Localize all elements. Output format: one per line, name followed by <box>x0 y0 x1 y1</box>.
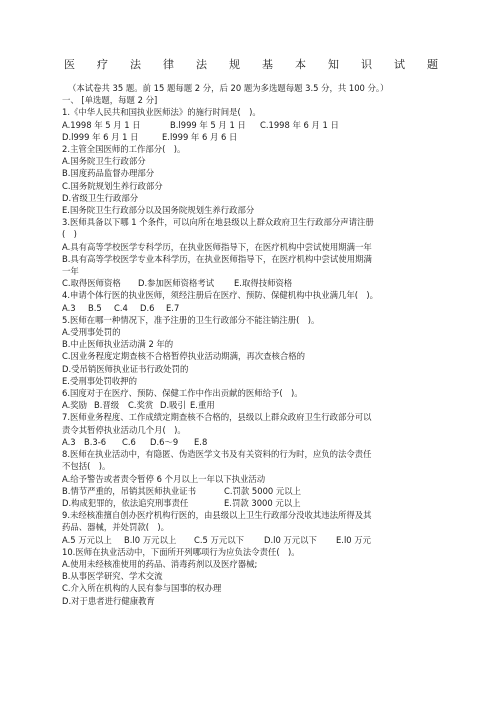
question-4-stem: 4.申请个体行医的执业医师，须经注册后在医疗、预防、保健机构中执业满几年( )。 <box>62 290 379 301</box>
question-9-options-row <box>62 534 446 546</box>
option-d: D.吸引 <box>160 400 186 411</box>
option-b: B.晋级 <box>94 400 120 411</box>
option-a: A.1998 年 5 月 1 日 <box>62 119 141 130</box>
option-d: D.对于患者进行健康教育 <box>62 595 155 606</box>
title-char: 本 <box>295 58 306 71</box>
option-c: C.罚款 5000 元以上 <box>224 485 302 496</box>
question-5-stem: 5.医师在哪一种情况下，准予注册的卫生行政部分不能注销注册( )。 <box>62 314 320 325</box>
title-char: 疗 <box>97 58 108 71</box>
option-e: E.l0 万元 <box>336 534 372 545</box>
option-d: D.参加医师资格考试 <box>138 278 215 289</box>
question-1-stem: 1.《中华人民共和国执业医师法》的施行时间是( )。 <box>62 107 261 118</box>
option-a: A.奖励 <box>62 400 87 411</box>
option-e: E.取得技师资格 <box>234 278 293 289</box>
option-e: E.l999 年 6 月 6 日 <box>162 131 238 142</box>
exam-instructions: （本试卷共 35 题。前 15 题每题 2 分，后 20 题为多选题每题 3.5 分，共 100 分。） <box>68 83 389 93</box>
option-a: A.3 <box>62 302 76 313</box>
option-c: C.奖赏 <box>128 400 154 411</box>
option-c: C.介入所在机构的人民有参与国事的权办理 <box>62 583 222 594</box>
section-heading: 一、 [单选题，每题 2 分] <box>62 95 158 106</box>
option-b-cont: 一年 <box>62 266 79 277</box>
option-c: C.国务院规划生养行政部分 <box>62 180 163 191</box>
question-10-stem: 10.医师在执业活动中，下面所开列哪项行为应负法令责任( )。 <box>62 546 300 557</box>
option-b: B.情节严重的，吊销其医师执业证书 <box>62 485 197 496</box>
question-9-stem-cont: 药品、器械，并处罚款( )。 <box>62 522 170 533</box>
option-e: E.重用 <box>190 400 215 411</box>
document-body <box>62 82 446 607</box>
title-char: 律 <box>163 58 174 71</box>
question-3-stem-cont: ( ) <box>62 229 77 240</box>
option-e: E.受刑事处罚收押的 <box>62 375 137 386</box>
option-d: D.6 <box>140 302 155 313</box>
title-char: 规 <box>229 58 240 71</box>
option-a: A.国务院卫生行政部分 <box>62 156 146 167</box>
option-a: A.具有高等学校医学专科学历，在执业医师指导下，在医疗机构中尝试使用期满一年 <box>62 241 372 252</box>
option-d: D.受吊销医师执业证书行政处罚的 <box>62 363 189 374</box>
option-d: D.l999 年 6 月 1 日 <box>62 131 139 142</box>
option-d: D.l0 万元以下 <box>264 534 317 545</box>
option-d: D.6～9 <box>150 436 179 447</box>
question-8-options-row <box>62 485 446 497</box>
option-e: E.罚款 3000 元以上 <box>224 497 301 508</box>
option-d: D.构成犯罪的，依法追究刑事责任 <box>62 497 189 508</box>
question-1-options-row <box>62 131 446 143</box>
title-char: 题 <box>427 58 438 71</box>
question-4-options-row <box>62 302 446 314</box>
option-c: C.1998 年 6 月 1 日 <box>260 119 339 130</box>
option-a: A.3 <box>62 436 76 447</box>
document-title <box>64 56 438 72</box>
option-c: C.5 万元以下 <box>194 534 245 545</box>
title-char: 医 <box>64 58 75 71</box>
option-b: B.国度药品监督办理部分 <box>62 168 155 179</box>
question-7-stem: 7.医师业务程度、工作成绩定期查核不合格的，县级以上群众政府卫生行政部分可以 <box>62 412 372 423</box>
question-3-options-row <box>62 277 446 289</box>
option-a: A.使用未经核准使用的药品、消毒药剂以及医疗器械; <box>62 558 258 569</box>
title-char: 法 <box>130 58 141 71</box>
question-1-options-row <box>62 119 446 131</box>
option-c: C.因业务程度定期查核不合格暂停执业活动期满，再次查核合格的 <box>62 351 306 362</box>
option-c: C.4 <box>114 302 128 313</box>
option-b: B.从事医学研究、学术交流 <box>62 571 163 582</box>
question-8-stem: 8.医师在执业活动中，有隐匿、伪造医学文书及有关资料的行为时，应负的法令责任 <box>62 449 372 460</box>
option-b: B.具有高等学校医学专业本科学历，在执业医师指导下，在医疗机构中尝试使用期满 <box>62 253 372 264</box>
title-char: 法 <box>196 58 207 71</box>
option-b: B.3-6 <box>84 436 107 447</box>
question-3-stem: 3.医师具备以下哪 1 个条件，可以向所在地县级以上群众政府卫生行政部分声请注册 <box>62 217 374 228</box>
option-e: E.8 <box>194 436 208 447</box>
option-b: B.l999 年 5 月 1 日 <box>170 119 246 130</box>
option-b: B.中止医师执业活动满 2 年的 <box>62 339 174 350</box>
option-b: B.l0 万元以上 <box>124 534 177 545</box>
question-6-stem: 6.国度对于在医疗、预防、保健工作中作出贡献的医师给予( )。 <box>62 388 303 399</box>
question-6-options-row <box>62 399 446 411</box>
question-7-options-row <box>62 436 446 448</box>
option-a: A.给予警告或者责令暂停 6 个月以上一年以下执业活动 <box>62 473 266 484</box>
option-e: E.7 <box>166 302 180 313</box>
option-d: D.省级卫生行政部分 <box>62 192 139 203</box>
question-2-stem: 2.主管全国医师的工作部分( )。 <box>62 144 186 155</box>
title-char: 知 <box>328 58 339 71</box>
question-7-stem-cont: 责令其暂停执业活动几个月( )。 <box>62 424 186 435</box>
question-8-options-row <box>62 497 446 509</box>
option-a: A.5 万元以上 <box>62 534 112 545</box>
option-b: B.5 <box>88 302 102 313</box>
title-char: 识 <box>361 58 372 71</box>
option-e: E.国务院卫生行政部分以及国务院规划生养行政部分 <box>62 205 255 216</box>
question-8-stem-cont: 不包括( )。 <box>62 461 111 472</box>
title-char: 试 <box>394 58 405 71</box>
option-c: C.取得医师资格 <box>62 278 121 289</box>
title-char: 基 <box>262 58 273 71</box>
option-a: A.受刑事处罚的 <box>62 327 121 338</box>
question-9-stem: 9.未经核准擅自创办医疗机构行医的，由县级以上卫生行政部分没收其违法所得及其 <box>62 510 372 521</box>
option-c: C.6 <box>122 436 136 447</box>
